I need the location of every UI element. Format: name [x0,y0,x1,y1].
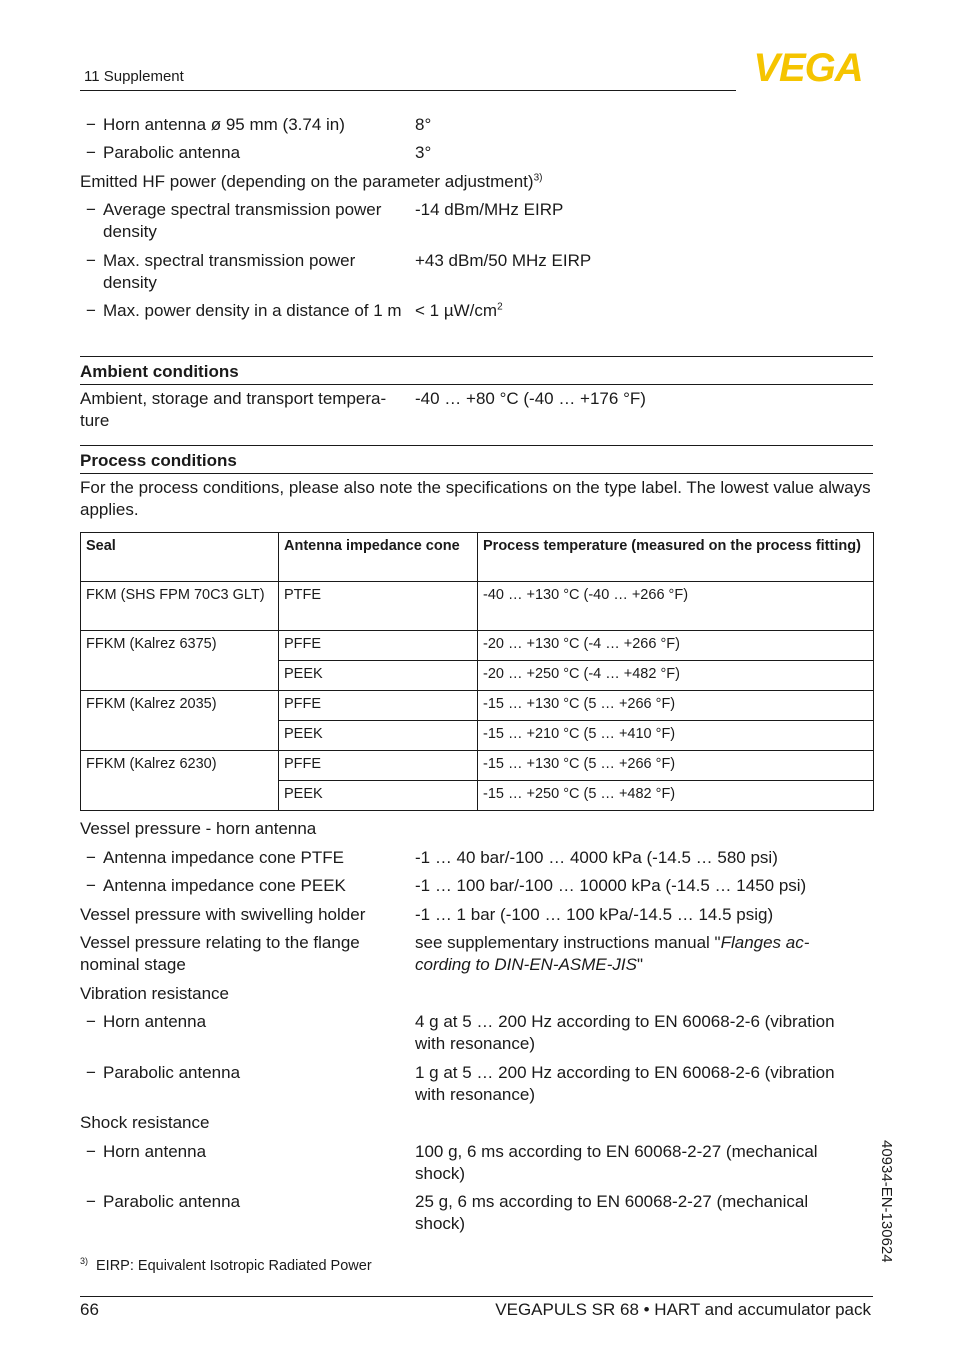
process-heading: Process conditions [80,451,237,470]
spec-label: − Horn antenna [86,1011,413,1033]
spec-value: 4 g at 5 … 200 Hz according to EN 60068-2-6 (vibration with resonance) [415,1012,835,1053]
header-rule [80,90,736,91]
section-rule [80,473,873,474]
seal-cell: FFKM (Kalrez 6230) [81,751,279,811]
section-rule [80,445,873,446]
table-header-row [81,533,874,582]
spec-row [80,142,873,164]
hf-power-title [80,171,873,193]
spec-label: − Parabolic antenna [86,1191,413,1213]
ambient-heading: Ambient conditions [80,362,239,381]
footnote-ref: 3) [533,172,543,184]
document-id: 40934-EN-130624 [878,1140,895,1263]
spec-value: -40 … +80 °C (-40 … +176 °F) [415,389,646,408]
table-row [81,631,874,661]
spec-value: -14 dBm/MHz EIRP [415,200,564,219]
spec-row [80,1011,873,1055]
seal-cell: FFKM (Kalrez 2035) [81,691,279,751]
spec-row [80,1191,873,1235]
temp-cell: -15 … +250 °C (5 … +482 °F) [478,781,874,811]
spec-row [80,1141,873,1185]
spec-value: -1 … 40 bar/-100 … 4000 kPa (-14.5 … 580 psi) [415,848,778,867]
column-header: Antenna impedance cone [279,533,478,582]
temp-cell: -40 … +130 °C (-40 … +266 °F) [478,582,874,631]
vega-logo-graphic [742,50,874,84]
process-intro: For the process conditions, please also note the specifications on the type label. The lowest value always applies. [80,478,871,519]
temp-cell: -15 … +130 °C (5 … +266 °F) [478,751,874,781]
temp-cell: -15 … +210 °C (5 … +410 °F) [478,721,874,751]
spec-row [80,932,873,976]
vibration-title: Vibration resistance [80,984,229,1003]
spec-row [80,114,873,136]
column-header: Seal [81,533,279,582]
spec-label: − Horn antenna ø 95 mm (3.74 in) [86,114,413,136]
spec-label: Vessel pressure with swivelling holder [80,905,366,924]
temp-cell: -15 … +130 °C (5 … +266 °F) [478,691,874,721]
spec-label: Vessel pressure relating to the flange nominal stage [80,933,360,974]
column-header: Process temperature (measured on the process fitting) [478,533,874,582]
spec-label: − Parabolic antenna [86,1062,413,1084]
spec-row [80,388,873,432]
vessel-pressure-title: Vessel pressure - horn antenna [80,819,317,838]
spec-row [80,250,873,294]
spec-row [80,300,873,344]
spec-value: -1 … 1 bar (-100 … 100 kPa/-14.5 … 14.5 psig) [415,905,774,924]
cone-cell: PFFE [279,691,478,721]
footnote [80,1257,372,1275]
footer-rule [80,1296,873,1297]
seal-cell: FFKM (Kalrez 6375) [81,631,279,691]
footnote-text: EIRP: Equivalent Isotropic Radiated Power [96,1258,372,1274]
seal-cell: FKM (SHS FPM 70C3 GLT) [81,582,279,631]
spec-row [80,875,873,897]
spec-row [80,199,873,243]
cone-cell: PFFE [279,751,478,781]
spec-value: 1 g at 5 … 200 Hz according to EN 60068-2-6 (vibration with resonance) [415,1063,835,1104]
spec-value: +43 dBm/50 MHz EIRP [415,251,592,270]
flange-value-pre: see supplementary instructions manual " [415,933,721,952]
vega-logo [742,50,874,84]
cone-cell: PEEK [279,661,478,691]
section-rule [80,356,873,357]
spec-row [80,847,873,869]
table-row [81,582,874,631]
section-title: 11 Supplement [84,68,184,85]
hf-power-title-text: Emitted HF power (depending on the parameter adjustment) [80,172,534,191]
spec-value: 100 g, 6 ms according to EN 60068-2-27 (mechanical shock) [415,1142,818,1183]
spec-value: 25 g, 6 ms according to EN 60068-2-27 (mechanical shock) [415,1192,809,1233]
superscript: 2 [497,301,503,313]
spec-value: 8° [415,115,432,134]
temp-cell: -20 … +130 °C (-4 … +266 °F) [478,631,874,661]
shock-title: Shock resistance [80,1113,210,1132]
table-row [81,691,874,721]
flange-value-post: " [637,955,644,974]
logo-text: VEGA [753,50,863,84]
spec-label: − Max. power density in a distance of 1 m [86,300,413,322]
footer-title: VEGAPULS SR 68 • HART and accumulator pack [495,1300,871,1319]
footnote-mark: 3) [80,1256,89,1267]
spec-label: − Average spectral transmission power density [86,199,413,243]
spec-label: Ambient, storage and transport tempera-ture [80,389,387,430]
spec-label: − Parabolic antenna [86,142,413,164]
section-rule [80,384,873,385]
power-density-value: < 1 µW/cm [415,301,498,320]
spec-value: -1 … 100 bar/-100 … 10000 kPa (-14.5 … 1450 psi) [415,876,807,895]
spec-value: 3° [415,143,432,162]
temp-cell: -20 … +250 °C (-4 … +482 °F) [478,661,874,691]
cone-cell: PEEK [279,781,478,811]
process-temperature-table [80,532,874,811]
cone-cell: PTFE [279,582,478,631]
spec-value [415,300,873,322]
spec-label: − Antenna impedance cone PEEK [86,875,413,897]
spec-row [80,904,873,926]
spec-row [80,1062,873,1106]
page-number: 66 [80,1300,99,1319]
spec-value [415,932,845,976]
spec-label: − Horn antenna [86,1141,413,1163]
spec-label: − Max. spectral transmission power density [86,250,413,294]
spec-label: − Antenna impedance cone PTFE [86,847,413,869]
flange-manual-title: Flanges ac-cording to DIN-EN-ASME-JIS [415,933,810,974]
cone-cell: PEEK [279,721,478,751]
cone-cell: PFFE [279,631,478,661]
table-row [81,751,874,781]
